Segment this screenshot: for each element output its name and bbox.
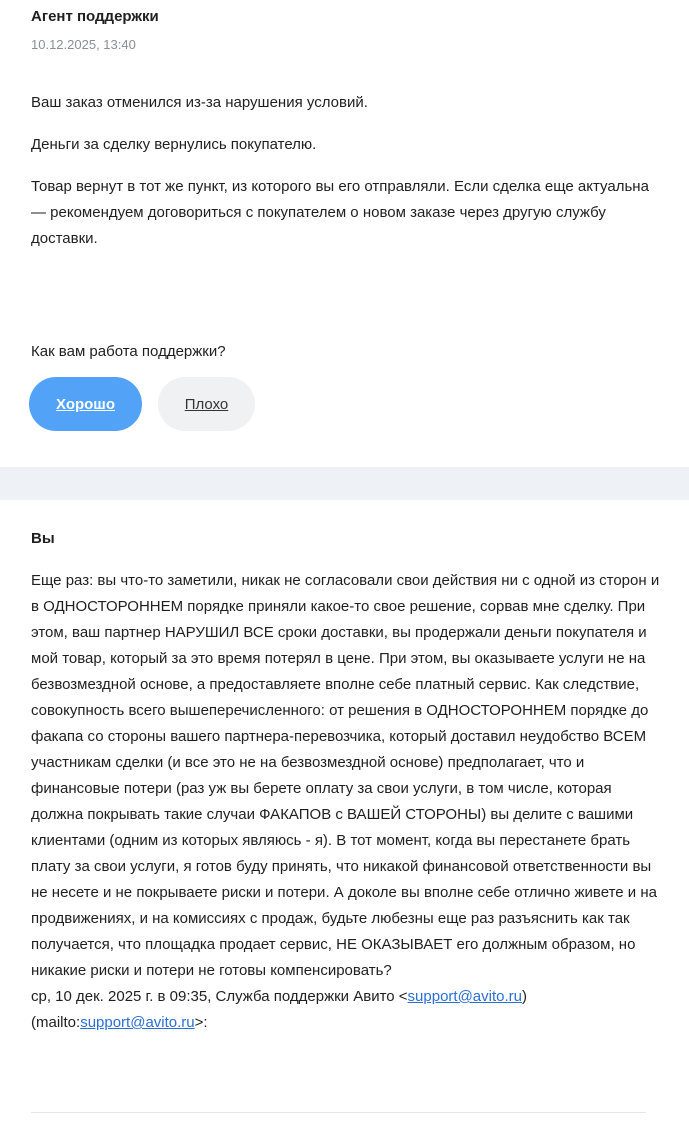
- agent-message-datetime: 10.12.2025, 13:40: [31, 37, 136, 52]
- agent-paragraph-2: Деньги за сделку вернулись покупателю.: [31, 136, 317, 153]
- agent-paragraph-1: Ваш заказ отменился из-за нарушения условий.: [31, 94, 368, 111]
- support-email-link[interactable]: support@avito.ru: [407, 988, 522, 1005]
- feedback-question: Как вам работа поддержки?: [31, 343, 226, 360]
- quote-mailto-prefix: (mailto:: [31, 1014, 81, 1031]
- agent-paragraph-3: Товар вернут в тот же пункт, из которого вы его отправляли. Если сделка еще актуальна — рекомендуем договориться с покупателем о новом заказе через другую службу доставки.: [31, 178, 649, 247]
- agent-author-name: Агент поддержки: [31, 8, 159, 25]
- message-divider: [31, 1112, 646, 1113]
- user-message-text: Еще раз: вы что-то заметили, никак не согласовали свои действия ни с одной из сторон и в ОДНОСТОРОННЕМ порядке приняли какое-то свое решение, сорвав мне сделку. При этом, ваш партнер НАРУШИЛ ВСЕ сроки доставки, вы продержали деньги покупателя и мой товар, который за это время потерял в цене. При этом, вы оказываете услуги не на безвозмездной основе, а предоставляете вполне себе платный сервис. Как следствие, совокупность всего вышеперечисленного: от решения в ОДНОСТОРОННЕМ порядке до факапа со стороны вашего партнера-перевозчика, который доставил неудобство ВСЕМ участникам сделки (и все это не на безвозмездной основе) предполагает, что и финансовые потери (раз уж вы берете оплату за свои услуги, в том числе, которая должна покрывать такие случаи ФАКАПОВ с ВАШЕЙ СТОРОНЫ) вы делите с вашими клиентами (одним из которых являюсь - я). В тот момент, когда вы перестанете брать плату за свои услуги, я готов буду принять, что никакой финансовой ответственности вы не несете и не покрываете риски и потери. А доколе вы вполне себе отлично живете и на продвижениях, и на комиссиях с продаж, будьте любезны еще раз разъяснить как так получается, что площадка продает сервис, НЕ ОКАЗЫВАЕТ его должным образом, но никакие риски и потери не готовы компенсировать?: [31, 572, 660, 979]
- quote-header: ср, 10 дек. 2025 г. в 09:35, Служба поддержки Авито <: [31, 988, 408, 1005]
- feedback-bad-button[interactable]: Плохо: [158, 377, 255, 431]
- agent-message-card: [0, 0, 689, 467]
- user-author-name: Вы: [31, 530, 55, 547]
- quote-suffix: >:: [194, 1014, 208, 1031]
- quote-close: ): [522, 988, 527, 1005]
- feedback-good-button[interactable]: Хорошо: [29, 377, 142, 431]
- user-message-body: [31, 568, 661, 1036]
- mailto-email-link[interactable]: support@avito.ru: [80, 1014, 195, 1031]
